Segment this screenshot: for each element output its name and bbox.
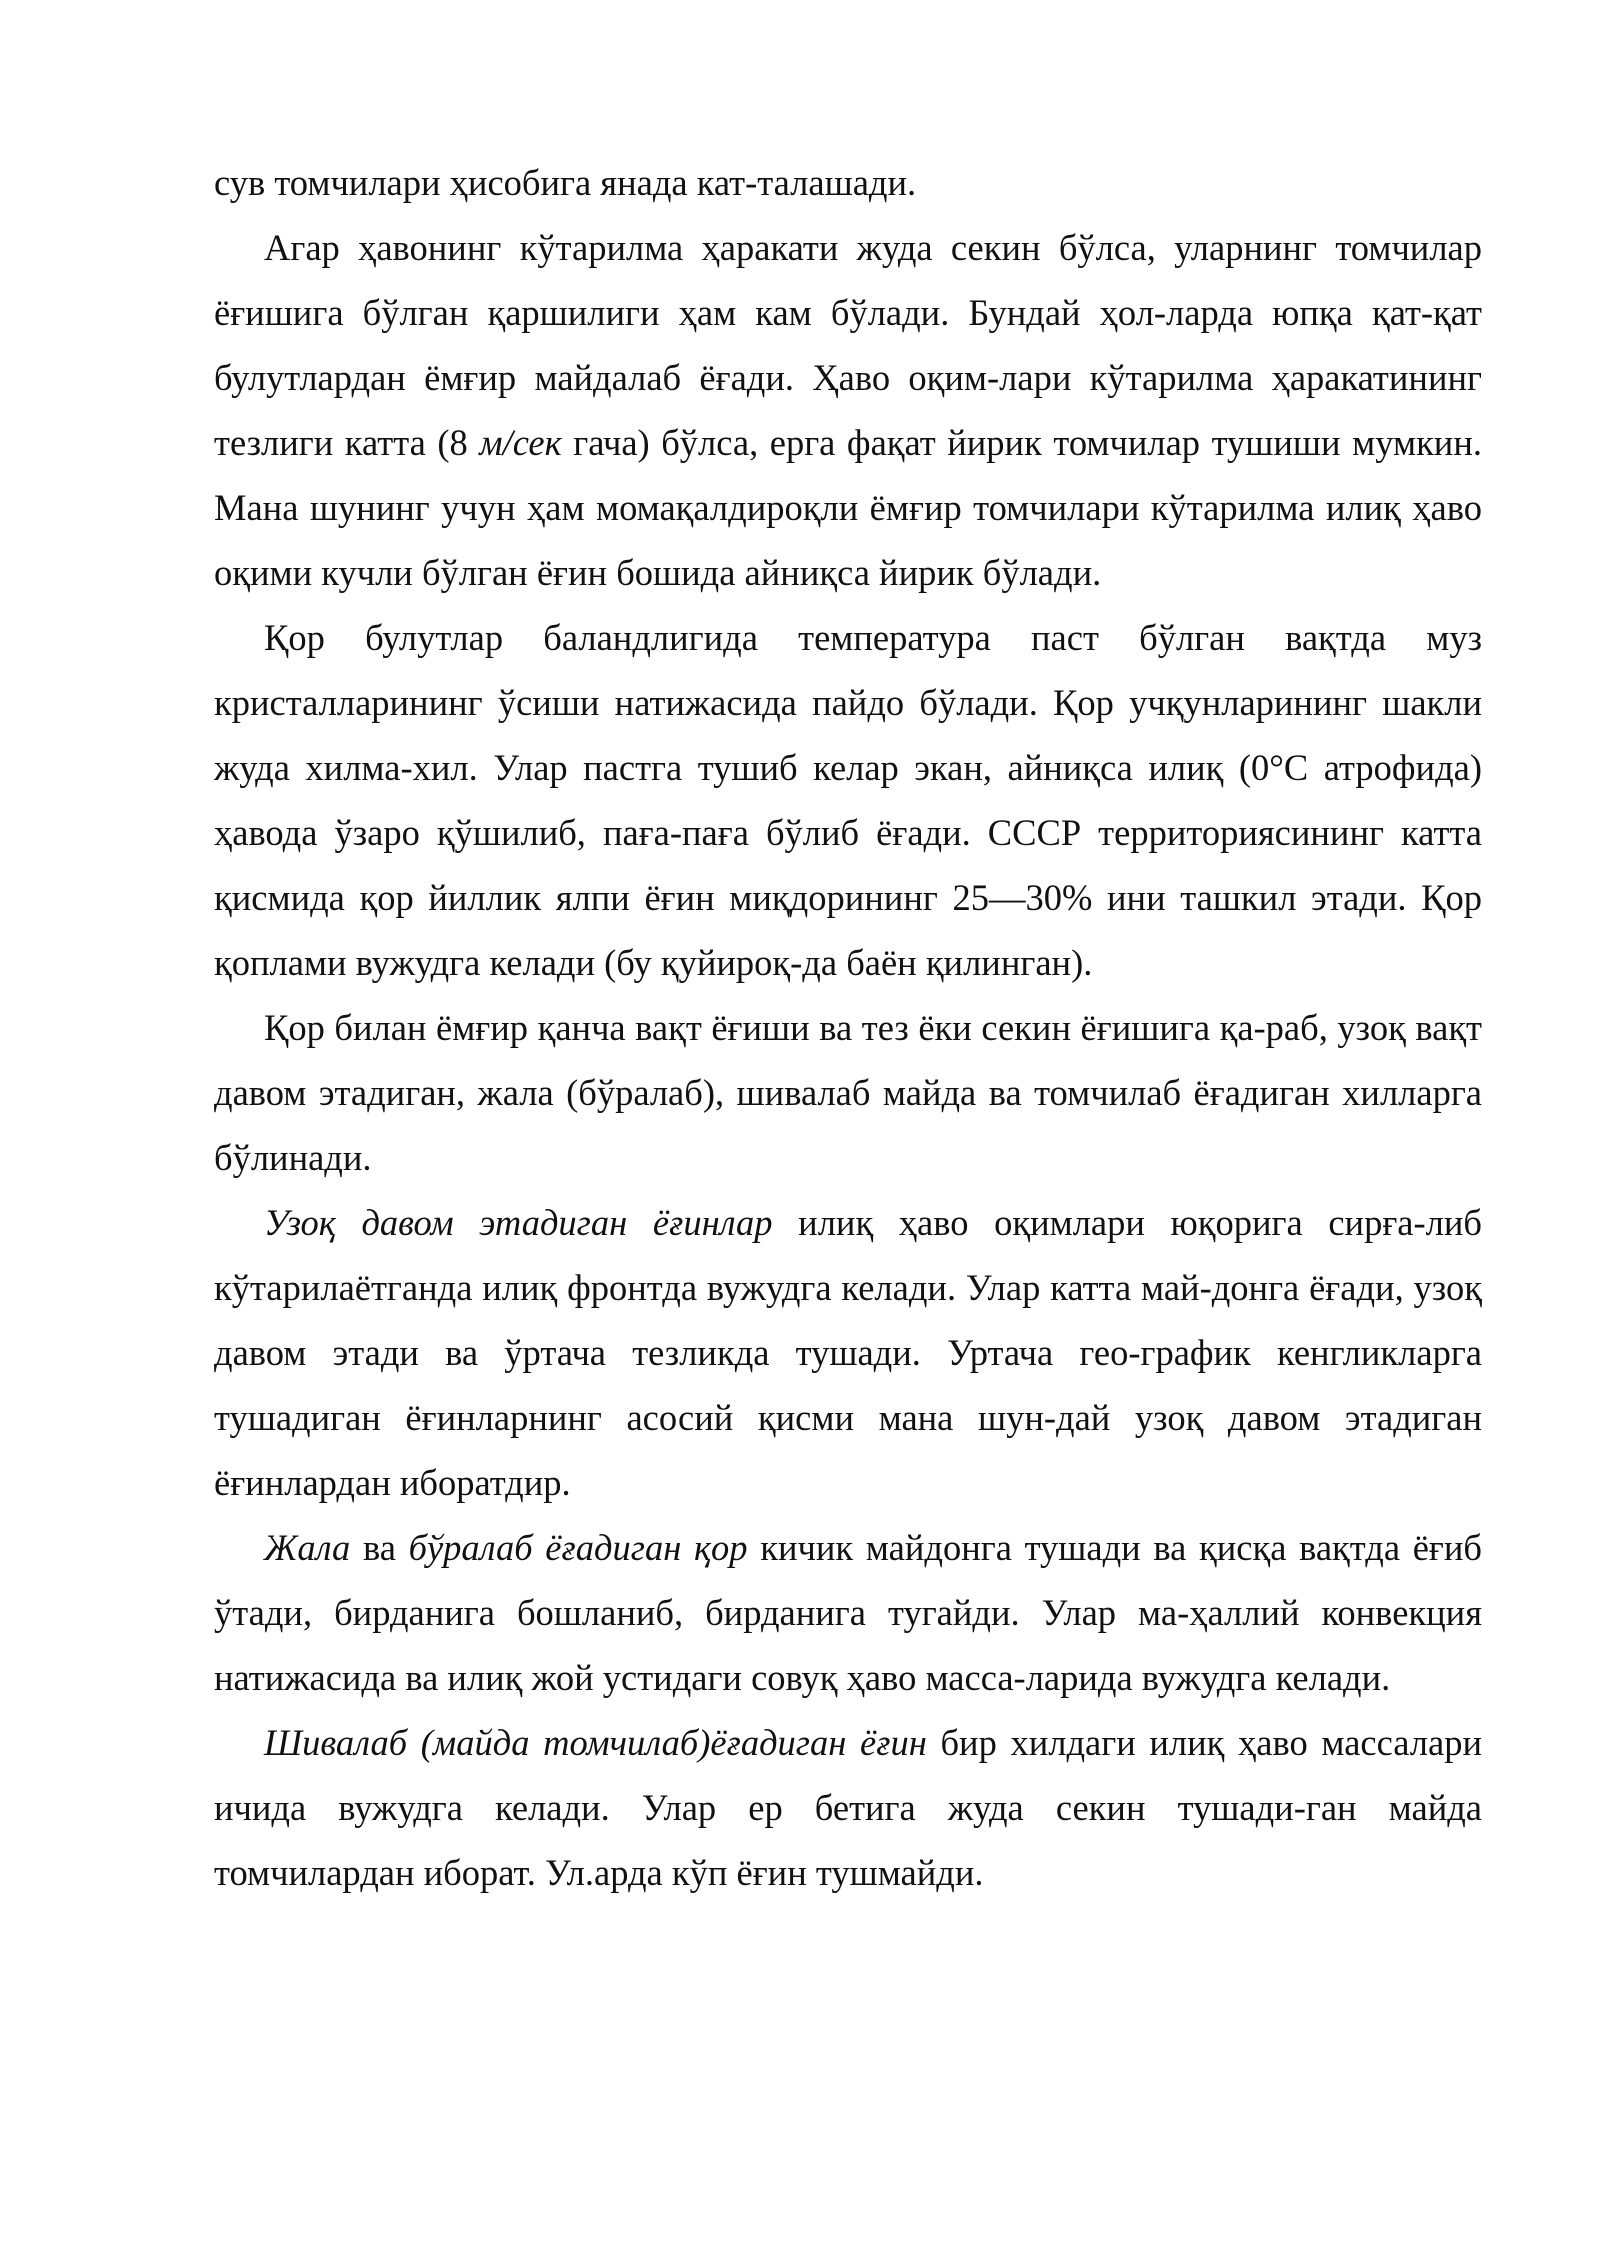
text-run: Агар ҳавонинг кўтарилма ҳаракати жуда секин бўлса, уларнинг томчилар ёғишига бўлган қаршилиги ҳам кам бўлади. Бундай ҳол-ларда юпқа қат-қат булутлардан ёмғир майдалаб ёғади. Ҳаво оқим-лари кўтарилма ҳаракатининг тезлиги катта (8 [214,227,1482,463]
text-run: гача) бўлса, ерга фақат йирик томчилар тушиши мумкин. Мана шунинг учун ҳам момақалдироқли ёмғир томчилари кўтарилма илиқ ҳаво оқими кучли бўлган ёғин бошида айниқса йирик бўлади. [214,422,1483,593]
italic-text-run: м/сек [479,422,562,463]
text-run: ва [350,1527,409,1568]
text-run: илиқ ҳаво оқимлари юқорига сирға-либ кўтарилаётганда илиқ фронтда вужудга келади. Улар катта май-донга ёғади, узоқ давом этади ва ўртача тезликда тушади. Уртача гео-график кенгликларга тушадиган ёғинларнинг асосий қисми мана шун-дай узоқ давом этадиган ёғинлардан иборатдир. [214,1202,1482,1503]
italic-text-run: Шивалаб (майда томчилаб)ёғадиган ёғин [264,1722,927,1763]
text-run: кичик майдонга тушади ва қисқа вақтда ёғиб ўтади, бирданига бошланиб, бирданига тугайди. Улар ма-ҳаллий конвекция натижасида ва илиқ жой устидаги совуқ ҳаво масса-ларида вужудга келади. [214,1527,1482,1698]
paragraph [214,1515,1482,1710]
text-run: Қор булутлар баландлигида температура паст бўлган вақтда муз кристалларининг ўсиши натижасида пайдо бўлади. Қор учқунларининг шакли жуда хилма-хил. Улар пастга тушиб келар экан, айниқса илиқ (0°С атрофида) ҳавода ўзаро қўшилиб, паға-паға бўлиб ёғади. СССР территориясининг катта қисмида қор йиллик ялпи ёғин миқдорининг 25—30% ини ташкил этади. Қор қоплами вужудга келади (бу қуйироқ-да баён қилинган). [214,617,1482,983]
paragraph [214,1190,1482,1515]
italic-text-run: Жала [264,1527,351,1568]
paragraph [214,1710,1482,1905]
paragraph [214,995,1482,1190]
paragraph [214,215,1482,605]
paragraph [214,150,1482,215]
text-run: Қор билан ёмғир қанча вақт ёғиши ва тез ёки секин ёғишига қа-раб, узоқ вақт давом этадиган, жала (бўралаб), шивалаб майда ва томчилаб ёғадиган хилларга бўлинади. [214,1007,1482,1178]
document-page [214,150,1482,1905]
italic-text-run: Узоқ давом этадиган ёғинлар [264,1202,773,1243]
text-run: бир хилдаги илиқ ҳаво массалари ичида вужудга келади. Улар ер бетига жуда секин тушади-ган майда томчилардан иборат. Ул.арда кўп ёғин тушмайди. [214,1722,1482,1893]
text-run: сув томчилари ҳисобига янада кат-талашади. [214,162,917,203]
italic-text-run: бўралаб ёғадиган қор [408,1527,748,1568]
paragraph [214,605,1482,995]
